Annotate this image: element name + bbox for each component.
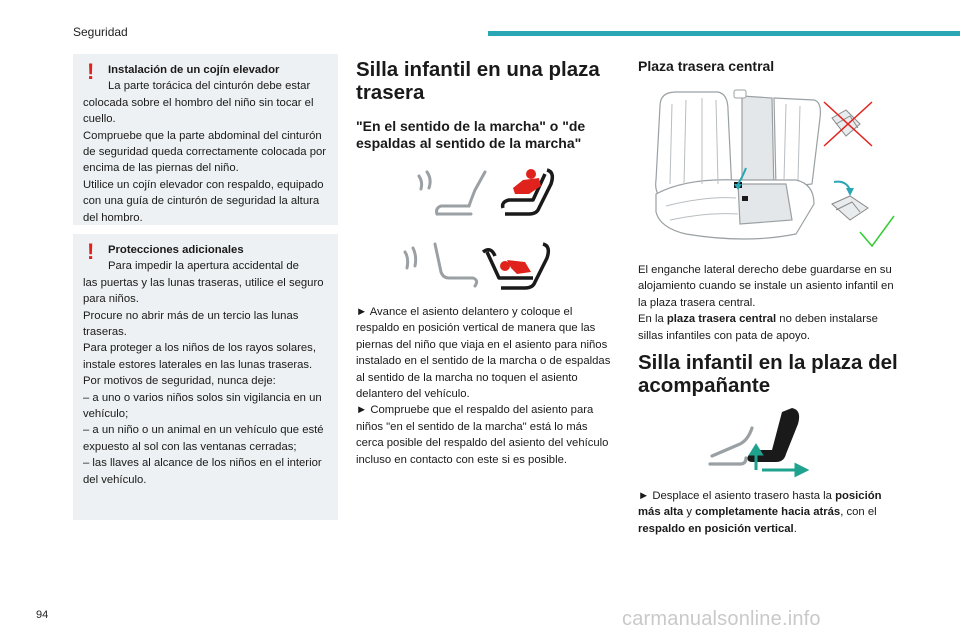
page-number: 94 — [36, 609, 49, 621]
central-rear-paragraph-2 — [638, 311, 900, 344]
warning-box-booster — [73, 54, 338, 225]
forward-facing-seat-illustration — [405, 164, 565, 226]
passenger-seat-illustration — [706, 404, 810, 478]
text-part: no deben instalarse sillas infantiles con pata de apoyo. — [638, 313, 878, 342]
section-subheading: "En el sentido de la marcha" o "de espaldas al sentido de la marcha" — [356, 118, 586, 151]
text-part: ► Desplace el asiento trasero hasta la — [638, 490, 836, 502]
text-bold: respaldo en posición vertical — [638, 522, 794, 535]
section-heading: Silla infantil en una plaza trasera — [356, 58, 600, 104]
section-title: Seguridad — [73, 25, 128, 39]
warning-text-first-line: Para impedir la apertura accidental de — [108, 260, 299, 273]
passenger-heading: Silla infantil en la plaza del acompañante — [638, 351, 898, 397]
header-accent-bar — [488, 31, 960, 36]
passenger-instruction — [638, 488, 900, 537]
text-bold: plaza trasera central — [666, 313, 777, 326]
text-part: , con el — [840, 506, 877, 519]
warning-text: las puertas y las lunas traseras, utilice el seguro para niños. Procure no abrir más de un tercio las lunas traseras. Para proteger a los niños de los rayos solares, instale estores laterales en las lunas traseras. Por motivos de seguridad, nunca deje: – a uno o varios niños solos sin vigilancia en un vehículo; – a un niño o un animal en un vehículo que esté expuesto al sol con las ventanas cerradas; – las llaves al alcance de los niños en el interior del vehículo. — [83, 276, 324, 486]
central-rear-section — [638, 58, 908, 75]
passenger-seat-instructions — [638, 488, 900, 537]
central-rear-text — [638, 262, 900, 344]
text-part: y — [683, 506, 696, 519]
warning-box-protections — [73, 234, 338, 520]
central-rear-paragraph-1: El enganche lateral derecho debe guardarse en su alojamiento cuando se instale un asiento infantil en la plaza trasera central. — [638, 264, 894, 309]
rear-seat-instructions — [356, 304, 618, 468]
central-rear-subheading: Plaza trasera central — [638, 58, 775, 74]
text-bold: completamente hacia atrás — [695, 506, 841, 519]
instruction-paragraph-2: ► Compruebe que el respaldo del asiento para niños "en el sentido de la marcha" está lo más cerca posible del respaldo del asiento del vehículo incluso en contacto con este si es posible. — [356, 404, 609, 466]
warning-title: Instalación de un cojín elevador — [108, 64, 280, 76]
watermark: carmanualsonline.info — [622, 608, 821, 630]
text-part: . — [793, 522, 797, 535]
central-rear-seat-illustration — [646, 84, 896, 254]
warning-text-first-line: La parte torácica del cinturón debe estar — [108, 80, 311, 93]
warning-title: Protecciones adicionales — [108, 244, 244, 256]
exclamation-mark-icon: ! — [87, 59, 95, 84]
warning-text: colocada sobre el hombro del niño sin tocar el cuello. Compruebe que la parte abdominal del cinturón de seguridad queda correctamente colocada por encima de las piernas del niño. Utilice un cojín elevador con respaldo, equipado con una guía de cinturón de seguridad la altura del hombro. — [83, 96, 327, 224]
text-part: En la — [638, 313, 667, 326]
rear-seat-section — [356, 58, 618, 152]
exclamation-mark-icon: ! — [87, 239, 95, 264]
instruction-paragraph-1: ► Avance el asiento delantero y coloque el respaldo en posición vertical de manera que las piernas del niño que viaja en el asiento para niños instalado en el sentido de la marcha o de espaldas al sentido de la marcha no toquen el asiento delantero del vehículo. — [356, 306, 611, 401]
rear-facing-seat-illustration — [395, 238, 565, 298]
passenger-seat-section — [638, 351, 900, 397]
text-bold: posición más alta — [638, 490, 882, 519]
